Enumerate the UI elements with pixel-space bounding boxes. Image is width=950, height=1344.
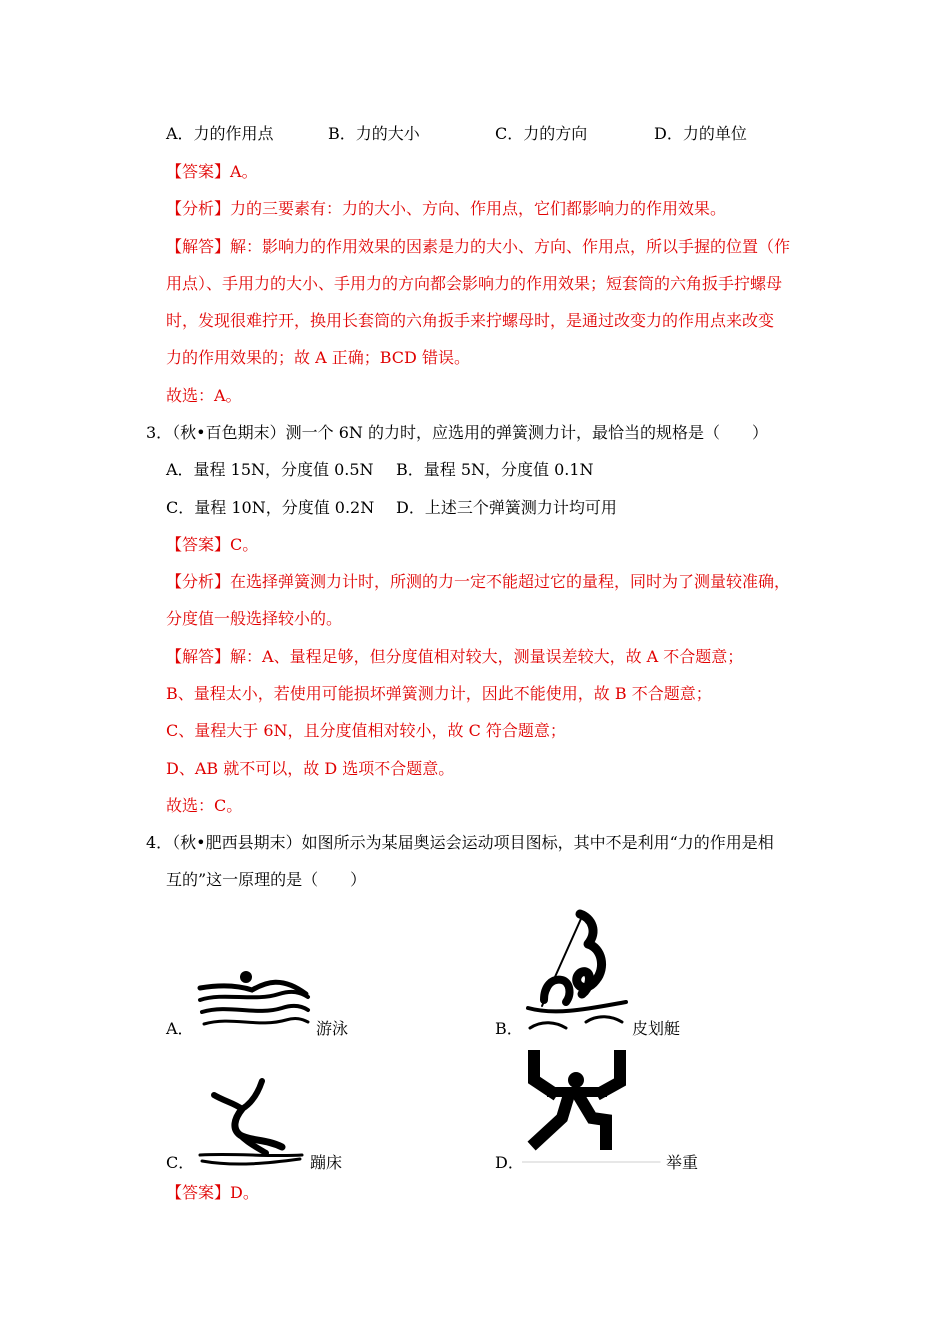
analysis-text: 在选择弹簧测力计时，所测的力一定不能超过它的量程，同时为了测量较准确， bbox=[230, 572, 791, 591]
q4-option-d-label: 举重 bbox=[666, 1153, 699, 1172]
canoe-icon bbox=[522, 908, 632, 1033]
answer-text: D。 bbox=[230, 1183, 259, 1202]
q3-solution-line-1 bbox=[166, 645, 743, 669]
q3-analysis-line-2: 分度值一般选择较小的。 bbox=[166, 609, 343, 628]
solution-text: 解：影响力的作用效果的因素是力的大小、方向、作用点，所以手握的位置（作 bbox=[230, 237, 791, 256]
q3-final-choice: 故选：C。 bbox=[166, 796, 243, 815]
q4-option-b-letter: B． bbox=[495, 1019, 523, 1038]
q4-option-d-letter: D． bbox=[495, 1153, 524, 1172]
q4-stem-line-2: 互的”这一原理的是（ ） bbox=[166, 870, 367, 889]
q2-solution-line-2: 用点）、手用力的大小、手用力的方向都会影响力的作用效果；短套筒的六角扳手拧螺母 bbox=[166, 274, 783, 293]
q3-option-b: B．量程 5N，分度值 0.1N bbox=[396, 460, 594, 479]
q3-option-a: A．量程 15N，分度值 0.5N bbox=[166, 460, 374, 479]
analysis-tag: 【分析】 bbox=[166, 572, 231, 591]
q2-option-d: D．力的单位 bbox=[654, 124, 747, 143]
q2-final-choice: 故选：A。 bbox=[166, 386, 242, 405]
q4-option-c-letter: C． bbox=[166, 1153, 195, 1172]
weightlifting-icon bbox=[522, 1050, 662, 1165]
q2-solution-line-1 bbox=[166, 235, 790, 259]
q3-solution-line-4: D、AB 就不可以，故 D 选项不合题意。 bbox=[166, 759, 455, 778]
q3-solution-line-2: B、量程太小，若使用可能损坏弹簧测力计，因此不能使用，故 B 不合题意； bbox=[166, 684, 712, 703]
q2-solution-line-4: 力的作用效果的；故 A 正确；BCD 错误。 bbox=[166, 348, 470, 367]
answer-tag: 【答案】 bbox=[166, 162, 231, 181]
q3-answer bbox=[166, 533, 258, 557]
trampoline-icon bbox=[196, 1075, 306, 1170]
answer-text: A。 bbox=[230, 162, 258, 181]
q4-option-b-label: 皮划艇 bbox=[632, 1019, 681, 1038]
q2-option-c: C．力的方向 bbox=[495, 124, 588, 143]
q2-option-a: A．力的作用点 bbox=[166, 124, 274, 143]
q2-answer bbox=[166, 160, 258, 184]
q3-solution-line-3: C、量程大于 6N，且分度值相对较小，故 C 符合题意； bbox=[166, 721, 566, 740]
swimming-icon bbox=[194, 964, 314, 1034]
analysis-tag: 【分析】 bbox=[166, 199, 231, 218]
q4-option-a-label: 游泳 bbox=[316, 1019, 349, 1038]
q3-analysis-line-1 bbox=[166, 570, 790, 594]
q4-answer bbox=[166, 1181, 259, 1205]
solution-tag: 【解答】 bbox=[166, 647, 231, 666]
q2-solution-line-3: 时，发现很难拧开，换用长套筒的六角扳手来拧螺母时，是通过改变力的作用点来改变 bbox=[166, 311, 775, 330]
answer-tag: 【答案】 bbox=[166, 1183, 231, 1202]
solution-tag: 【解答】 bbox=[166, 237, 231, 256]
q2-analysis bbox=[166, 197, 726, 221]
q4-stem-line-1: 4．（秋•肥西县期末）如图所示为某届奥运会运动项目图标，其中不是利用“力的作用是相 bbox=[146, 833, 774, 852]
solution-text: 解：A、量程足够，但分度值相对较大，测量误差较大，故 A 不合题意； bbox=[230, 647, 744, 666]
q3-option-d: D．上述三个弹簧测力计均可用 bbox=[396, 498, 617, 517]
answer-text: C。 bbox=[230, 535, 259, 554]
q3-option-c: C．量程 10N，分度值 0.2N bbox=[166, 498, 375, 517]
answer-tag: 【答案】 bbox=[166, 535, 231, 554]
q4-option-c-label: 蹦床 bbox=[310, 1153, 343, 1172]
analysis-text: 力的三要素有：力的大小、方向、作用点，它们都影响力的作用效果。 bbox=[230, 199, 727, 218]
q3-stem: 3．（秋•百色期末）测一个 6N 的力时，应选用的弹簧测力计，最恰当的规格是（ ） bbox=[146, 423, 768, 442]
q4-option-a-letter: A． bbox=[166, 1019, 194, 1038]
q2-option-b: B．力的大小 bbox=[328, 124, 420, 143]
